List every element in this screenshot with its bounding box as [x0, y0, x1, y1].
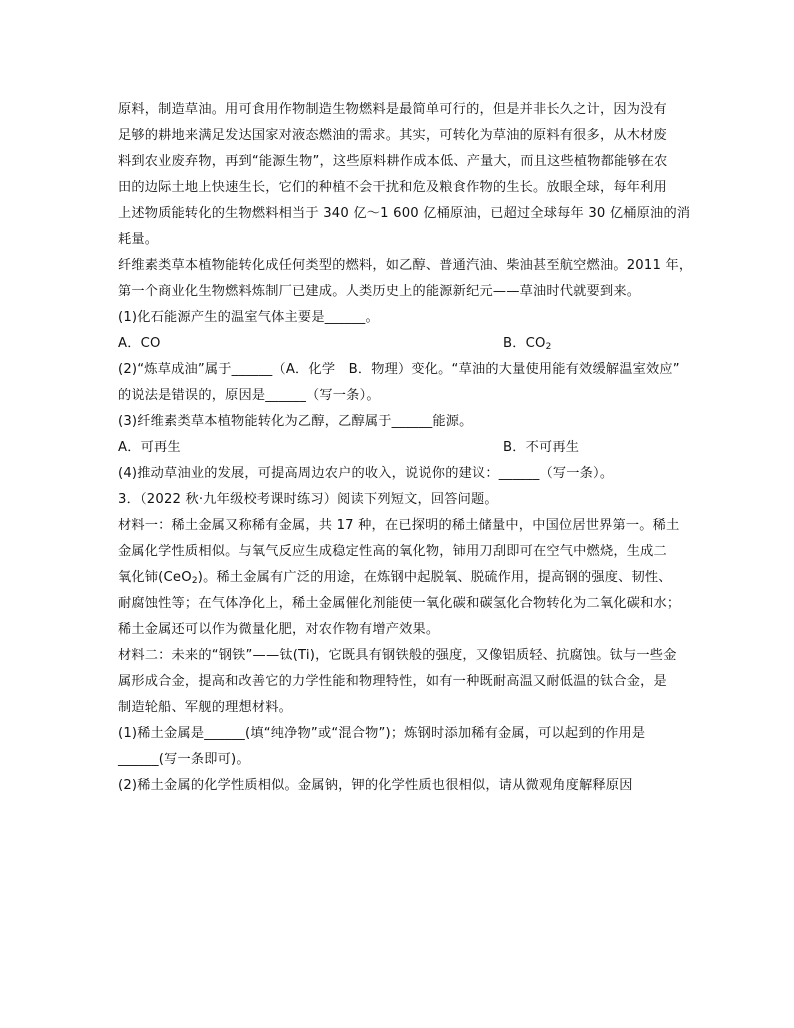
material-two-line: 制造轮船、军舰的理想材料。	[118, 700, 293, 715]
question-2-continued: 的说法是错误的，原因是______（写一条）。	[118, 388, 380, 403]
paragraph-line: 料到农业废弃物，再到“能源生物”，这些原料耕作成本低、产量大，而且这些植物都能够在农	[118, 154, 668, 169]
paragraph-line: 第一个商业化生物燃料炼制厂已建成。人类历史上的能源新纪元——草油时代就要到来。	[118, 284, 641, 299]
material-one-line: 耐腐蚀性等；在气体净化上，稀土金属催化剂能使一氧化碳和碳氢化合物转化为二氧化碳和水；	[118, 596, 681, 611]
question-1-options	[118, 334, 688, 354]
option-b: B．不可再生	[503, 440, 580, 455]
option-b: B．$CO_2$	[503, 336, 552, 352]
material-one-line: 材料一：稀土金属又称稀有金属，共 17 种，在已探明的稀土储量中，中国位居世界第一。稀土	[118, 518, 680, 533]
question-3-options	[118, 438, 688, 458]
paragraph-line: 耗量。	[118, 232, 159, 247]
paragraph-line: 田的边际土地上快速生长，它们的种植不会干扰和危及粮食作物的生长。放眼全球，每年利用	[118, 180, 667, 195]
question-4: (4)推动草油业的发展，可提高周边农户的收入，说说你的建议：______（写一条）。	[118, 466, 614, 481]
paragraph-line: 纤维素类草本植物能转化成任何类型的燃料，如乙醇、普通汽油、柴油甚至航空燃油。2011 年，	[118, 258, 693, 273]
material-one-line: 氧化铈(CeO$_2$)。稀土金属有广泛的用途，在炼钢中起脱氧、脱硫作用，提高钢的强度、韧性、	[118, 570, 672, 586]
question-1: (1)化石能源产生的温室气体主要是______。	[118, 310, 379, 325]
question-3: (3)纤维素类草本植物能转化为乙醇，乙醇属于______能源。	[118, 414, 473, 429]
material-one-line: 金属化学性质相似。与氧气反应生成稳定性高的氧化物，铈用刀刮即可在空气中燃烧，生成二	[118, 544, 667, 559]
problem-3-question-1-continued: ______(写一条即可)。	[118, 752, 250, 767]
material-one-line: 稀土金属还可以作为微量化肥，对农作物有增产效果。	[118, 622, 440, 637]
question-2: (2)“炼草成油”属于______（A．化学 B．物理）变化。“草油的大量使用能有效缓解温室效应”	[118, 362, 680, 377]
option-a: A．CO	[118, 336, 161, 351]
problem-3-question-1: (1)稀土金属是______(填“纯净物”或“混合物”)；炼钢时添加稀有金属，可以起到的作用是	[118, 726, 646, 741]
material-two-line: 材料二：未来的“钢铁”——钛(Ti)，它既具有钢铁般的强度，又像铝质轻、抗腐蚀。钛与一些金	[118, 648, 677, 663]
paragraph-line: 上述物质能转化的生物燃料相当于 340 亿～1 600 亿桶原油，已超过全球每年 30 亿桶原油的消	[118, 206, 691, 221]
paragraph-line: 原料，制造草油。用可食用作物制造生物燃料是最简单可行的，但是并非长久之计，因为没有	[118, 102, 667, 117]
paragraph-line: 足够的耕地来满足发达国家对液态燃油的需求。其实，可转化为草油的原料有很多，从木材废	[118, 128, 667, 143]
problem-3-question-2: (2)稀土金属的化学性质相似。金属钠，钾的化学性质也很相似，请从微观角度解释原因	[118, 778, 633, 793]
problem-3-heading: 3．（2022 秋·九年级校考课时练习）阅读下列短文，回答问题。	[118, 492, 498, 507]
material-two-line: 属形成合金，提高和改善它的力学性能和物理特性，如有一种既耐高温又耐低温的钛合金，是	[118, 674, 667, 689]
option-a: A．可再生	[118, 440, 181, 455]
